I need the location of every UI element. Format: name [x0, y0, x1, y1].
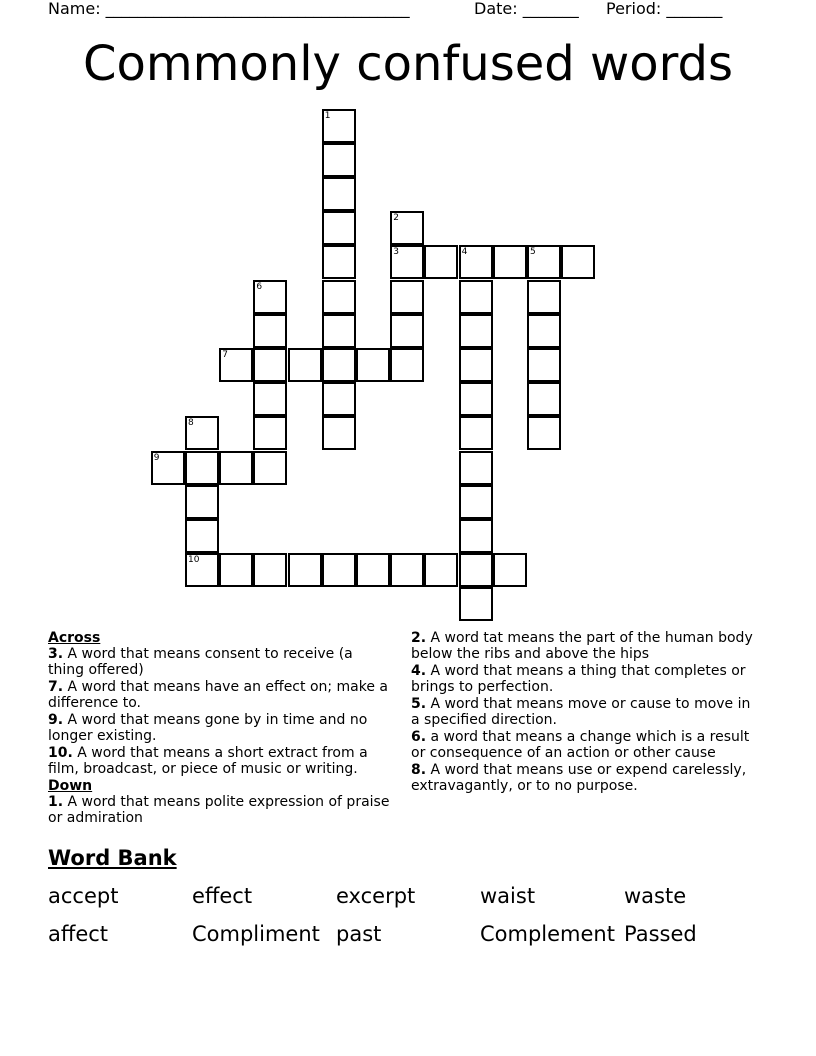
- grid-cell[interactable]: [288, 348, 322, 382]
- clue-item-number: 7.: [48, 679, 64, 695]
- clue-item: [48, 646, 393, 678]
- word-bank-title: Word Bank: [48, 846, 177, 870]
- date-line[interactable]: Date: _______: [474, 0, 579, 18]
- word-bank-item: waste: [624, 884, 687, 908]
- grid-cell[interactable]: [459, 314, 493, 348]
- clue-item-text: A word that means gone by in time and no longer existing.: [48, 712, 368, 744]
- grid-cell[interactable]: [459, 280, 493, 314]
- grid-cell[interactable]: [527, 416, 561, 450]
- grid-cell[interactable]: [459, 245, 493, 279]
- grid-cell[interactable]: [459, 553, 493, 587]
- grid-cell[interactable]: [185, 553, 219, 587]
- grid-cell[interactable]: [322, 280, 356, 314]
- clue-number: 7: [222, 350, 228, 360]
- clue-item: [48, 794, 393, 826]
- clue-item: [411, 696, 756, 728]
- grid-cell[interactable]: [527, 382, 561, 416]
- grid-cell[interactable]: [185, 519, 219, 553]
- grid-cell[interactable]: [390, 348, 424, 382]
- grid-cell[interactable]: [527, 245, 561, 279]
- grid-cell[interactable]: [253, 416, 287, 450]
- grid-cell[interactable]: [219, 451, 253, 485]
- grid-cell[interactable]: [253, 451, 287, 485]
- clue-number: 9: [153, 452, 160, 463]
- period-line[interactable]: Period: _______: [606, 0, 723, 18]
- grid-cell[interactable]: [459, 416, 493, 450]
- clue-item-text: A word tat means the part of the human body below the ribs and above the hips: [411, 630, 753, 662]
- clue-item: [411, 762, 756, 794]
- clue-item: [411, 729, 756, 761]
- grid-cell[interactable]: [424, 245, 458, 279]
- clue-number: 6: [256, 281, 263, 292]
- clue-item-number: 10.: [48, 745, 73, 761]
- word-bank-item: affect: [48, 922, 109, 946]
- grid-cell[interactable]: [527, 280, 561, 314]
- grid-cell[interactable]: [151, 451, 185, 485]
- grid-cell[interactable]: [390, 553, 424, 587]
- grid-cell[interactable]: [253, 382, 287, 416]
- clues-left-column: [48, 630, 393, 827]
- grid-cell[interactable]: [219, 348, 253, 382]
- clue-item-text: a word that means a change which is a result or consequence of an action or other cause: [411, 729, 750, 761]
- clue-item-number: 6.: [411, 729, 427, 745]
- grid-cell[interactable]: [322, 109, 356, 143]
- grid-cell[interactable]: [459, 348, 493, 382]
- grid-cell[interactable]: [253, 553, 287, 587]
- puzzle-title: Commonly confused words: [83, 36, 733, 92]
- word-bank-item: waist: [480, 884, 536, 908]
- clue-item-text: A word that means move or cause to move in a specified direction.: [411, 696, 751, 728]
- grid-cell[interactable]: [424, 553, 458, 587]
- name-line[interactable]: Name: ______________________________________: [48, 0, 410, 18]
- grid-cell[interactable]: [185, 485, 219, 519]
- grid-cell[interactable]: [493, 245, 527, 279]
- clue-number: 4: [461, 247, 468, 258]
- grid-cell[interactable]: [322, 314, 356, 348]
- clue-number: 1: [324, 110, 331, 121]
- word-bank-item: past: [336, 922, 382, 946]
- grid-cell[interactable]: [527, 314, 561, 348]
- grid-cell[interactable]: [253, 314, 287, 348]
- grid-cell[interactable]: [459, 485, 493, 519]
- grid-cell[interactable]: [322, 553, 356, 587]
- word-bank-item: Compliment: [192, 922, 320, 946]
- clue-item-text: A word that means have an effect on; make a difference to.: [48, 679, 389, 711]
- grid-cell[interactable]: [322, 177, 356, 211]
- clue-heading: Across: [48, 630, 101, 646]
- grid-cell[interactable]: [561, 245, 595, 279]
- grid-cell[interactable]: [322, 348, 356, 382]
- word-bank-item: effect: [192, 884, 253, 908]
- clue-item: [48, 745, 393, 777]
- grid-cell[interactable]: [253, 348, 287, 382]
- clue-item-text: A word that means a short extract from a film, broadcast, or piece of music or writing.: [48, 745, 368, 777]
- grid-cell[interactable]: [219, 553, 253, 587]
- grid-cell[interactable]: [390, 245, 424, 279]
- clue-item-text: A word that means consent to receive (a thing offered): [48, 646, 353, 678]
- grid-cell[interactable]: [527, 348, 561, 382]
- clue-number: 3: [393, 247, 399, 258]
- clues-right-column: [411, 630, 756, 795]
- grid-cell[interactable]: [493, 553, 527, 587]
- clue-item: [411, 663, 756, 695]
- clue-item-number: 3.: [48, 646, 64, 662]
- word-bank-item: accept: [48, 884, 119, 908]
- word-bank-item: excerpt: [336, 884, 416, 908]
- clue-item-text: A word that means polite expression of praise or admiration: [48, 794, 390, 826]
- grid-cell[interactable]: [322, 416, 356, 450]
- clue-item-number: 2.: [411, 630, 427, 646]
- clue-item-number: 1.: [48, 794, 64, 810]
- grid-cell[interactable]: [253, 280, 287, 314]
- clue-item-text: A word that means a thing that completes or brings to perfection.: [411, 663, 746, 695]
- grid-cell[interactable]: [390, 314, 424, 348]
- grid-cell[interactable]: [459, 587, 493, 621]
- grid-cell[interactable]: [288, 553, 322, 587]
- grid-cell[interactable]: [322, 211, 356, 245]
- clue-item-number: 8.: [411, 762, 427, 778]
- grid-cell[interactable]: [459, 382, 493, 416]
- clue-number: 5: [530, 247, 536, 258]
- grid-cell[interactable]: [356, 348, 390, 382]
- clue-item-number: 9.: [48, 712, 64, 728]
- clue-heading: Down: [48, 778, 93, 794]
- grid-cell[interactable]: [185, 416, 219, 450]
- grid-cell[interactable]: [390, 211, 424, 245]
- grid-cell[interactable]: [356, 553, 390, 587]
- clue-item: [48, 679, 393, 711]
- word-bank-item: Complement: [480, 922, 615, 946]
- word-bank-item: Passed: [624, 922, 697, 946]
- clue-item: [411, 630, 756, 662]
- grid-cell[interactable]: [322, 245, 356, 279]
- grid-cell[interactable]: [322, 143, 356, 177]
- clue-item-number: 4.: [411, 663, 427, 679]
- clue-item-text: A word that means use or expend carelessly, extravagantly, or to no purpose.: [411, 762, 747, 794]
- clue-number: 2: [393, 213, 399, 224]
- grid-cell[interactable]: [459, 451, 493, 485]
- grid-cell[interactable]: [185, 451, 219, 485]
- grid-cell[interactable]: [322, 382, 356, 416]
- clue-number: 10: [188, 555, 200, 566]
- clue-number: 8: [188, 418, 194, 429]
- clue-item: [48, 712, 393, 744]
- clue-item-number: 5.: [411, 696, 427, 712]
- grid-cell[interactable]: [390, 280, 424, 314]
- grid-cell[interactable]: [459, 519, 493, 553]
